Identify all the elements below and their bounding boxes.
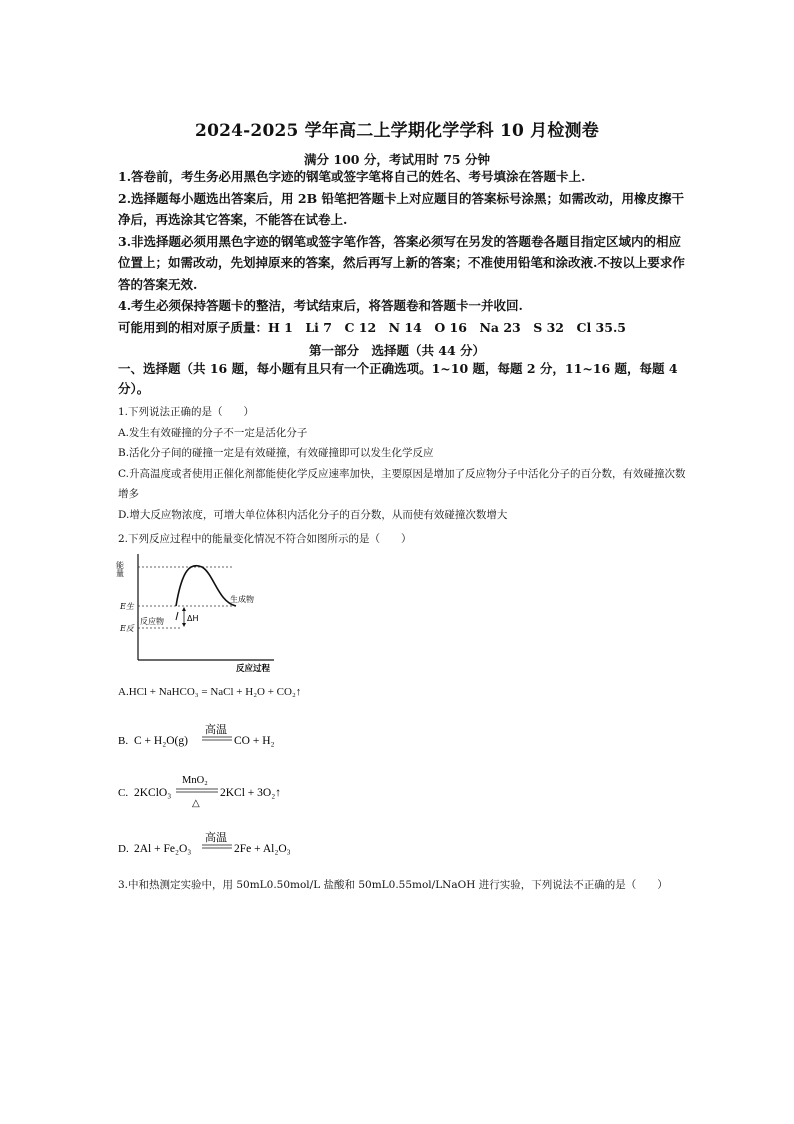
instruction-1: 1.答卷前，考生务必用黑色字迹的钢笔或签字笔将自己的姓名、考号填涂在答题卡上. <box>118 169 586 184</box>
option-c-condition-bottom: △ <box>192 798 200 809</box>
question-2-option-c <box>118 768 418 810</box>
section-description: 一、选择题（共 16 题，每小题有且只有一个正确选项。1~10 题，每题 2 分，11~16 题，每题 4 分）。 <box>118 361 678 396</box>
exam-subtitle: 满分 100 分，考试用时 75 分钟 <box>304 152 490 167</box>
question-3-stem: 3.中和热测定实验中，用 50mL0.50mol/L 盐酸和 50mL0.55mol/LNaOH 进行实验，下列说法不正确的是（ ） <box>118 879 668 891</box>
option-c-condition-top: MnO₂ <box>182 775 208 786</box>
curve-start-tick <box>176 612 178 620</box>
option-b-condition: 高温 <box>205 723 227 736</box>
option-d-condition: 高温 <box>205 831 227 844</box>
atomic-masses: 可能用到的相对原子质量：H 1 Li 7 C 12 N 14 O 16 Na 23 S 32 Cl 35.5 <box>118 319 626 335</box>
option-a-equation: HCl + NaHCO₃ = NaCl + H₂O + CO₂↑ <box>128 686 302 698</box>
option-d-left: 2Al + Fe₂O₃ <box>134 843 192 855</box>
energy-diagram <box>115 550 278 675</box>
section-heading: 第一部分 选择题（共 44 分） <box>308 343 486 358</box>
question-2-stem: 2.下列反应过程中的能量变化情况不符合如图所示的是（ ） <box>118 533 412 545</box>
option-b-letter: B. <box>118 735 129 747</box>
question-2-option-d <box>118 828 418 864</box>
product-label: 生成物 <box>230 595 254 604</box>
question-1-option-c: C.升高温度或者使用正催化剂都能使化学反应速率加快，主要原因是增加了反应物分子中活化分子的百分数，有效碰撞次数增多 <box>118 467 686 500</box>
option-d-letter: D. <box>118 843 129 855</box>
option-b-left: C + H₂O(g) <box>134 735 188 747</box>
question-3 <box>118 875 688 896</box>
y-axis-label: 能量 <box>115 561 125 577</box>
option-c-letter: C. <box>118 787 129 799</box>
question-2 <box>118 529 688 550</box>
energy-curve <box>176 566 236 606</box>
option-c-right: 2KCl + 3O₂↑ <box>220 787 281 799</box>
delta-h-arrowhead-top <box>182 607 186 611</box>
option-a-letter: A. <box>118 686 129 698</box>
question-1-option-d: D.增大反应物浓度，可增大单位体积内活化分子的百分数，从而使有效碰撞次数增大 <box>118 508 508 521</box>
question-1-option-b: B.活化分子间的碰撞一定是有效碰撞，有效碰撞即可以发生化学反应 <box>118 447 434 459</box>
delta-h-arrowhead-bottom <box>182 623 186 627</box>
question-1-stem: 1.下列说法正确的是（ ） <box>118 406 255 418</box>
option-d-right: 2Fe + Al₂O₃ <box>234 843 291 855</box>
delta-h-label: ΔH <box>187 614 199 623</box>
question-1 <box>118 402 688 525</box>
question-2-option-b <box>118 720 418 756</box>
instruction-2: 2.选择题每小题选出答案后，用 2B 铅笔把答题卡上对应题目的答案标号涂黑；如需改动，用橡皮擦干净后，再选涂其它答案，不能答在试卷上. <box>118 190 685 227</box>
e-product-label: E生 <box>120 602 134 611</box>
instruction-3: 3.非选择题必须用黑色字迹的钢笔或签字笔作答，答案必须写在另发的答题卷各题目指定区域内的相应位置上；如需改动，先划掉原来的答案，然后再写上新的答案；不准使用铅笔和涂改液.不按以上要求作答的答案无效. <box>118 233 685 292</box>
x-axis-label: 反应过程 <box>236 664 271 674</box>
exam-title: 2024-2025 学年高二上学期化学学科 10 月检测卷 <box>195 121 599 141</box>
instructions <box>118 166 688 338</box>
instruction-4: 4.考生必须保持答题卡的整洁，考试结束后，将答题卷和答题卡一并收回. <box>118 298 523 313</box>
question-1-option-a: A.发生有效碰撞的分子不一定是活化分子 <box>118 426 308 439</box>
option-c-left: 2KClO₃ <box>134 787 172 799</box>
option-b-right: CO + H₂ <box>234 735 275 747</box>
e-reactant-label: E反 <box>120 624 134 633</box>
reactant-label: 反应物 <box>140 617 164 626</box>
question-2-option-a <box>118 686 301 698</box>
